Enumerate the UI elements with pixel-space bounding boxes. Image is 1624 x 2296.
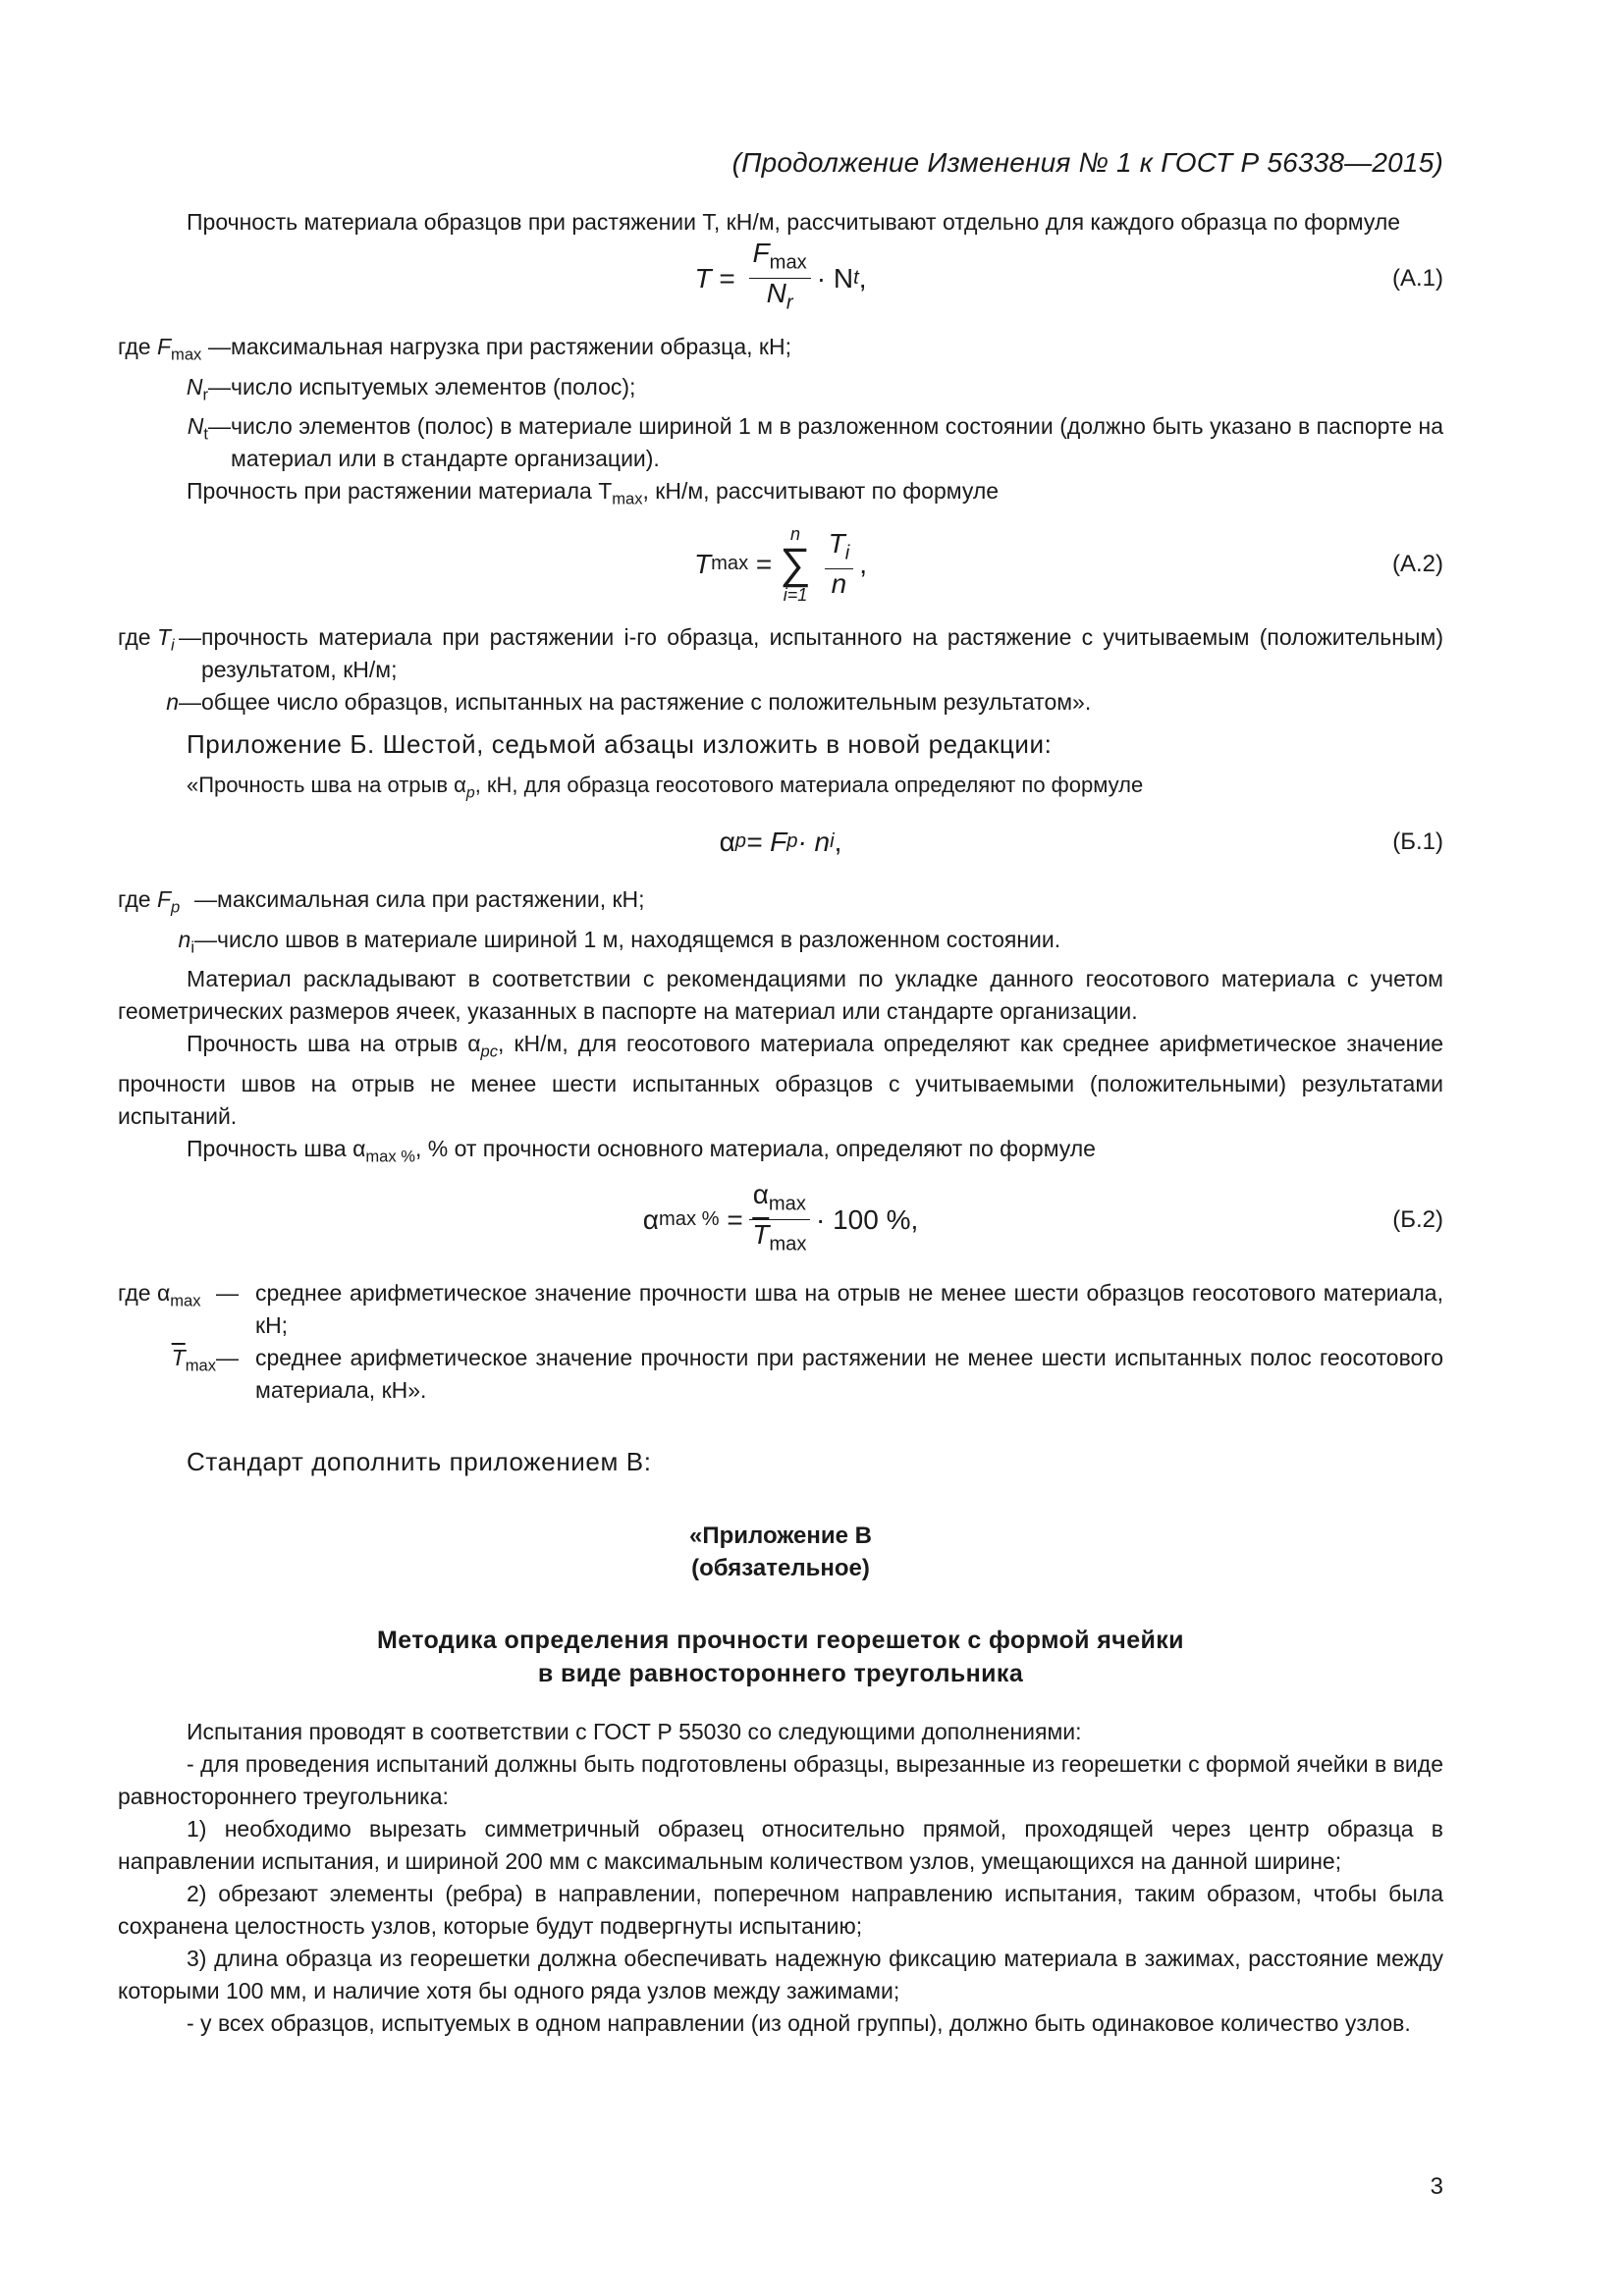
para-seam-percent: Прочность шва $\alpha_{max \%}$, % от прочности основного материала, определяют по формуле	[187, 1135, 1096, 1166]
method-title-line2: в виде равностороннего треугольника	[537, 1659, 1024, 1687]
where-list-a1	[118, 331, 1443, 475]
formula-number: (Б.1)	[1392, 828, 1443, 855]
where-list-b2	[118, 1277, 1443, 1407]
formula-number: (А.2)	[1391, 551, 1443, 578]
formula-b1: α p = F p · n i , (Б.1)	[719, 826, 1443, 857]
where-item: $\overline{T}_{max}$ — среднее арифметическое значение прочности при растяжении не менее шести испытанных полос геосотового материала, кН».	[171, 1344, 1443, 1403]
where-item: где $F_{max}$ — максимальная нагрузка при растяжении образца, кН;	[118, 334, 791, 364]
method-para: - у всех образцов, испытуемых в одном направлении (из одной группы), должно быть одинаковое количество узлов.	[187, 2009, 1411, 2036]
method-para: 3) длина образца из георешетки должна обеспечивать надежную фиксацию материала в зажимах, расстояние между которыми 100 мм, и наличие хотя бы одного ряда узлов между зажимами;	[118, 1945, 1443, 2003]
where-item: где $T_i$ — прочность материала при растяжении i-го образца, испытанного на растяжение с учитываемым (положительным) результатом, кН/м;	[118, 623, 1443, 682]
where-item: $N_r$ — число испытуемых элементов (полос);	[186, 373, 636, 404]
method-para: 2) обрезают элементы (ребра) в направлении, поперечном направлению испытания, таким образом, чтобы была сохранена целостность узлов, которые будут подвергнуты испытанию;	[118, 1880, 1443, 1939]
page-number: 3	[1430, 2173, 1443, 2200]
para-seam-strength: «Прочность шва на отрыв $\alpha_p$, кН, для образца геосотового материала определяют по формуле	[187, 772, 1144, 802]
method-title: Методика определения прочности георешеток с формой ячейки	[377, 1626, 1184, 1654]
para-strength-intro: Прочность материала образцов при растяжении T, кН/м, рассчитывают отдельно для каждого образца по формуле	[187, 209, 1401, 235]
annex-v-title: «Приложение В	[689, 1522, 872, 1549]
formula-number: (Б.2)	[1392, 1206, 1443, 1234]
where-item: n — общее число образцов, испытанных на растяжение с положительным результатом».	[166, 688, 1092, 715]
running-header: (Продолжение Изменения № 1 к ГОСТ Р 56338—2015)	[731, 147, 1443, 178]
formula-number: (А.1)	[1391, 264, 1443, 292]
where-list-a2	[118, 621, 1443, 719]
annex-v-status: (обязательное)	[691, 1554, 870, 1581]
where-item: $n_i$ — число швов в материале шириной 1 м, находящемся в разложенном состоянии.	[178, 926, 1061, 957]
method-para: - для проведения испытаний должны быть подготовлены образцы, вырезанные из георешетки с формой ячейки в виде равностороннего треугольника:	[118, 1750, 1443, 1809]
where-item: где $\alpha_{max}$ — среднее арифметическое значение прочности шва на отрыв не менее шести образцов геосотового материала, кН;	[118, 1279, 1443, 1338]
supplement-instruction: Стандарт дополнить приложением В:	[187, 1446, 652, 1476]
para-seam-average: Прочность шва на отрыв $\alpha_{pc}$, кН/м, для геосотового материала определяют как среднее арифметическое значение прочности швов на отрыв не менее шести испытанных образцов с учитываемыми (положительными) результатами испытаний.	[118, 1031, 1443, 1129]
page-content	[118, 206, 1443, 2040]
formula-a1: T = $\frac{F_{max}}{N_r}$ · N t , (А.1)	[694, 237, 1443, 314]
para-layout: Материал раскладывают в соответствии с рекомендациями по укладке данного геосотового материала с учетом геометрических размеров ячеек, указанных в паспорте на материал или стандарте организации.	[118, 966, 1443, 1025]
method-para: 1) необходимо вырезать симметричный образец относительно прямой, проходящей через центр образца в направлении испытания, и шириной 200 мм с максимальным количеством узлов, умещающихся на данной ширине;	[118, 1815, 1443, 1874]
formula-b2: α max % = $\frac{\alpha_{max}}{\overline{T}_{max}}$ · 100 % , (Б.2)	[642, 1179, 1443, 1255]
formula-a2: T max = n ∑ i=1 $\frac{T_i}{n}$ , (А.2)	[693, 523, 1443, 605]
where-item: где $F_p$ — максимальная сила при растяжении, кН;	[118, 886, 645, 917]
method-para: Испытания проводят в соответствии с ГОСТ Р 55030 со следующими дополнениями:	[187, 1718, 1082, 1744]
para-tmax-intro: Прочность при растяжении материала $T_{max}$, кН/м, рассчитывают по формуле	[187, 478, 1000, 508]
where-list-b1	[118, 883, 1443, 963]
annex-b-instruction: Приложение Б. Шестой, седьмой абзацы изложить в новой редакции:	[187, 728, 1053, 759]
where-item: $N_t$ — число элементов (полос) в материале шириной 1 м в разложенном состоянии (должно быть указано в паспорте на материал или в стандарте организации).	[187, 413, 1443, 472]
